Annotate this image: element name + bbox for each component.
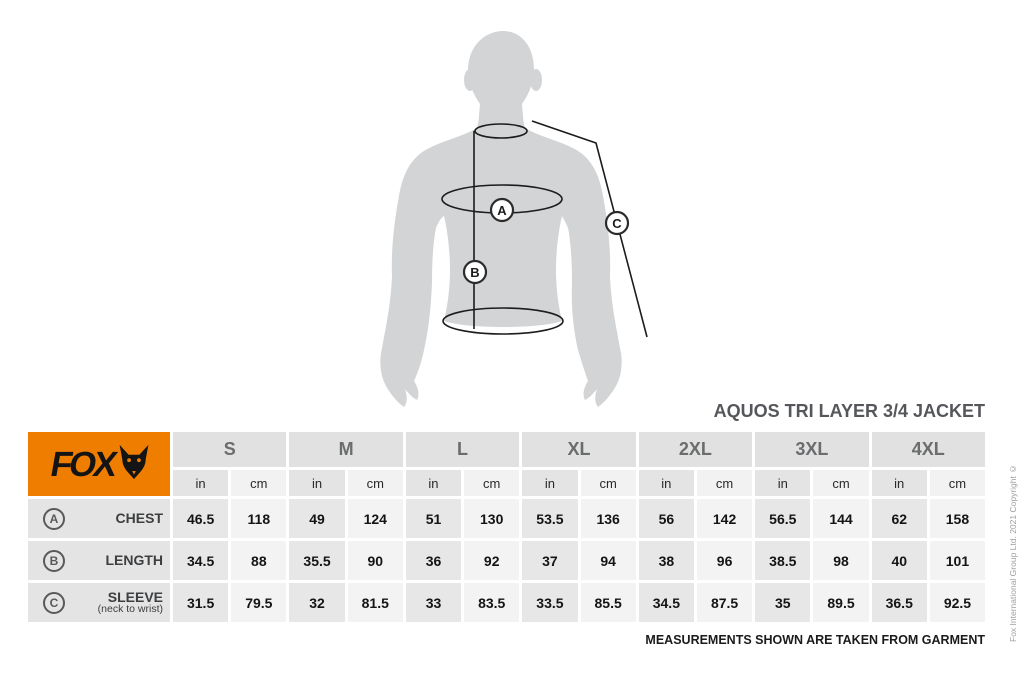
marker-c [606, 212, 628, 234]
size-value-cell: 92 [464, 541, 519, 580]
unit-header-cm: cm [348, 470, 403, 496]
size-value-cell: 90 [348, 541, 403, 580]
unit-header-cm: cm [930, 470, 985, 496]
marker-b [464, 261, 486, 283]
size-value-cell: 88 [231, 541, 286, 580]
size-value-cell: 98 [813, 541, 868, 580]
fox-head-icon [117, 444, 151, 480]
size-value-cell: 87.5 [697, 583, 752, 622]
size-value-cell: 124 [348, 499, 403, 538]
size-value-cell: 144 [813, 499, 868, 538]
size-value-cell: 38.5 [755, 541, 810, 580]
size-value-cell: 118 [231, 499, 286, 538]
unit-header-cm: cm [581, 470, 636, 496]
size-value-cell: 83.5 [464, 583, 519, 622]
marker-a-letter: A [497, 203, 507, 218]
table-row-length [28, 541, 985, 580]
marker-b-badge: B [43, 550, 65, 572]
size-value-cell: 51 [406, 499, 461, 538]
size-value-cell: 56 [639, 499, 694, 538]
size-header: 4XL [872, 432, 985, 467]
unit-header-cm: cm [231, 470, 286, 496]
size-value-cell: 81.5 [348, 583, 403, 622]
size-value-cell: 53.5 [522, 499, 577, 538]
unit-header-cm: cm [464, 470, 519, 496]
row-label-sub: (neck to wrist) [97, 603, 163, 616]
size-header: 2XL [639, 432, 752, 467]
product-title: AQUOS TRI LAYER 3/4 JACKET [713, 401, 985, 421]
size-table [28, 432, 985, 622]
row-label-main: SLEEVE [107, 588, 163, 605]
unit-header-in: in [289, 470, 344, 496]
unit-header-in: in [639, 470, 694, 496]
table-header [28, 432, 985, 496]
row-label-length [28, 541, 170, 580]
size-value-cell: 158 [930, 499, 985, 538]
marker-a [491, 199, 513, 221]
size-header: L [406, 432, 519, 467]
size-value-cell: 92.5 [930, 583, 985, 622]
marker-b-letter: B [470, 265, 480, 280]
size-value-cell: 49 [289, 499, 344, 538]
size-header: XL [522, 432, 635, 467]
size-value-cell: 136 [581, 499, 636, 538]
body-measurement-diagram [370, 18, 670, 418]
copyright-text: Fox International Group Ltd. 2021 Copyright © [1008, 463, 1018, 642]
size-value-cell: 142 [697, 499, 752, 538]
table-header-right [173, 432, 985, 496]
size-value-cell: 37 [522, 541, 577, 580]
size-value-cell: 56.5 [755, 499, 810, 538]
unit-header-in: in [755, 470, 810, 496]
unit-header-in: in [173, 470, 228, 496]
row-label-chest [28, 499, 170, 538]
size-value-cell: 36.5 [872, 583, 927, 622]
size-value-cell: 34.5 [639, 583, 694, 622]
size-value-cell: 40 [872, 541, 927, 580]
row-label-text: LENGTH [105, 552, 163, 569]
marker-c-badge: C [43, 592, 65, 614]
size-value-cell: 96 [697, 541, 752, 580]
size-header: S [173, 432, 286, 467]
unit-header-in: in [872, 470, 927, 496]
table-row-chest [28, 499, 985, 538]
size-value-cell: 31.5 [173, 583, 228, 622]
marker-a-badge: A [43, 508, 65, 530]
size-value-cell: 79.5 [231, 583, 286, 622]
size-value-cell: 33.5 [522, 583, 577, 622]
marker-c-letter: C [612, 216, 622, 231]
unit-header-cm: cm [697, 470, 752, 496]
size-value-cell: 35 [755, 583, 810, 622]
size-value-cell: 46.5 [173, 499, 228, 538]
size-value-cell: 35.5 [289, 541, 344, 580]
size-value-cell: 32 [289, 583, 344, 622]
fox-logo [28, 432, 170, 496]
unit-header-in: in [522, 470, 577, 496]
size-value-cell: 85.5 [581, 583, 636, 622]
size-value-cell: 62 [872, 499, 927, 538]
unit-header-in: in [406, 470, 461, 496]
size-value-cell: 33 [406, 583, 461, 622]
measurement-note: MEASUREMENTS SHOWN ARE TAKEN FROM GARMENT [645, 633, 985, 647]
row-label-text: CHEST [115, 510, 163, 527]
size-value-cell: 89.5 [813, 583, 868, 622]
unit-header-row [173, 470, 985, 496]
size-value-cell: 34.5 [173, 541, 228, 580]
row-label-sleeve [28, 583, 170, 622]
size-value-cell: 94 [581, 541, 636, 580]
size-value-cell: 36 [406, 541, 461, 580]
size-header: M [289, 432, 402, 467]
size-header: 3XL [755, 432, 868, 467]
size-value-cell: 130 [464, 499, 519, 538]
table-row-sleeve [28, 583, 985, 622]
size-header-row [173, 432, 985, 467]
unit-header-cm: cm [813, 470, 868, 496]
row-label-text [65, 590, 170, 616]
fox-wordmark: FOX [47, 444, 117, 484]
size-value-cell: 38 [639, 541, 694, 580]
body-silhouette-figure [370, 18, 670, 418]
size-value-cell: 101 [930, 541, 985, 580]
